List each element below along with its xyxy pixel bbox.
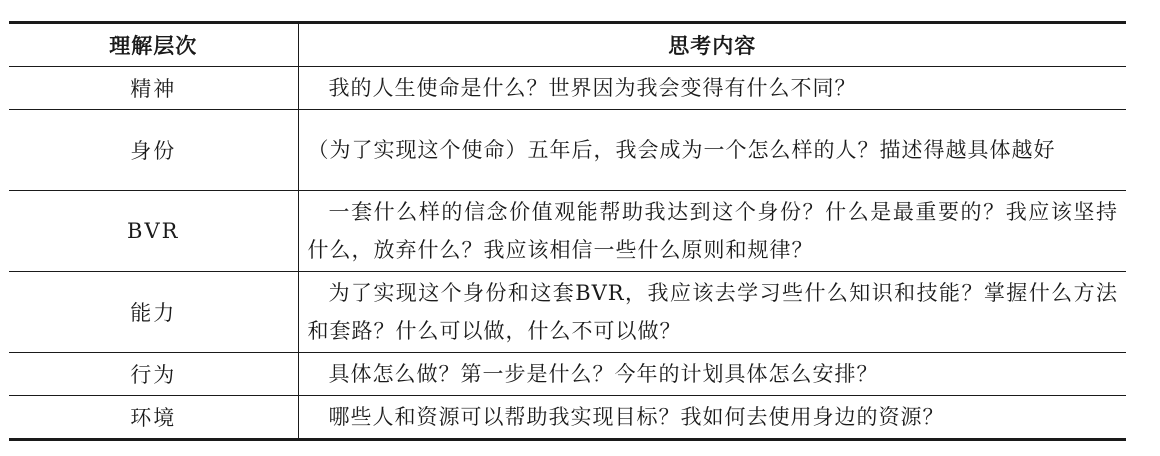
table-row <box>9 396 1126 440</box>
row-content-bvr: 一套什么样的信念价值观能帮助我达到这个身份？什么是最重要的？我应该坚持什么，放弃什么？我应该相信一些什么原则和规律？ <box>307 200 1118 262</box>
row-level-identity: 身份 <box>9 110 298 191</box>
row-level-spirit: 精神 <box>9 67 298 110</box>
row-level-ability: 能力 <box>9 272 298 353</box>
row-level-bvr: BVR <box>9 191 298 272</box>
row-content-environment: 哪些人和资源可以帮助我实现目标？我如何去使用身边的资源？ <box>328 405 945 429</box>
levels-table-container <box>9 21 1126 441</box>
row-content-ability: 为了实现这个身份和这套BVR，我应该去学习些什么知识和技能？掌握什么方法和套路？什么可以做，什么不可以做？ <box>307 281 1118 343</box>
table-row <box>9 353 1126 396</box>
row-level-environment: 环境 <box>9 396 298 440</box>
table-row <box>9 67 1126 110</box>
header-content: 思考内容 <box>668 34 757 58</box>
header-level: 理解层次 <box>9 23 298 67</box>
table-header-row <box>9 23 1126 67</box>
row-content-identity: （为了实现这个使命）五年后，我会成为一个怎么样的人？描述得越具体越好 <box>307 138 1056 162</box>
row-content-spirit: 我的人生使命是什么？世界因为我会变得有什么不同？ <box>328 76 857 100</box>
logical-levels-table <box>9 21 1126 441</box>
row-level-behavior: 行为 <box>9 353 298 396</box>
table-row <box>9 272 1126 353</box>
row-content-behavior: 具体怎么做？第一步是什么？今年的计划具体怎么安排？ <box>328 362 879 386</box>
table-row <box>9 110 1126 191</box>
table-row <box>9 191 1126 272</box>
